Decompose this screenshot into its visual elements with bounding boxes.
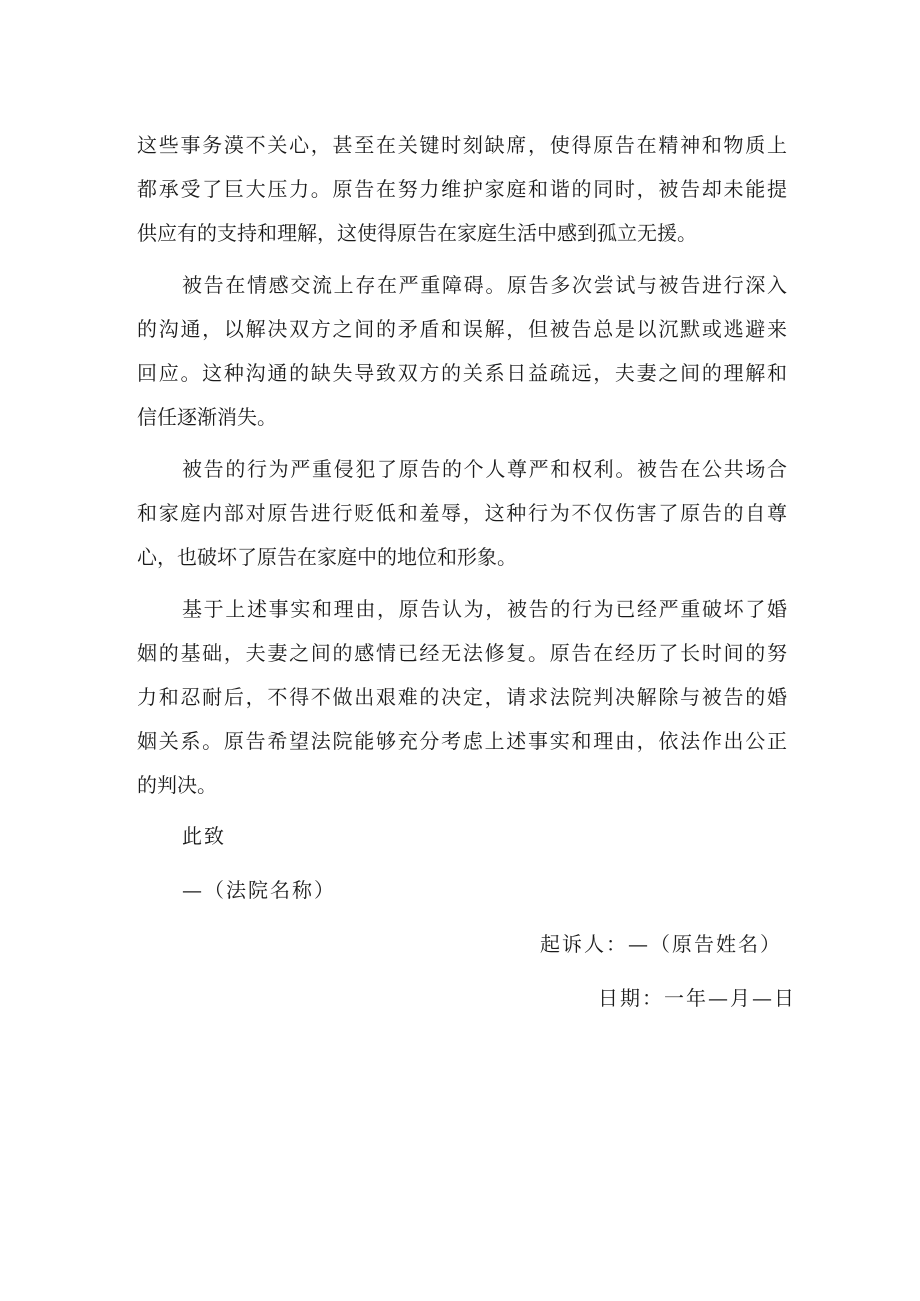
paragraph-line: 这些事务漠不关心，甚至在关键时刻缺席，使得原告在精神和物质上 xyxy=(137,133,787,157)
filing-date: 日期：一年—月—日 xyxy=(598,986,796,1010)
paragraph-line: 基于上述事实和理由，原告认为，被告的行为已经严重破坏了婚 xyxy=(182,597,787,621)
paragraph-line: 信任逐渐消失。 xyxy=(137,405,277,429)
paragraph-line: 被告在情感交流上存在严重障碍。原告多次尝试与被告进行深入 xyxy=(182,273,787,297)
court-name: —（法院名称） xyxy=(182,878,336,902)
paragraph-line: 被告的行为严重侵犯了原告的个人尊严和权利。被告在公共场合 xyxy=(182,457,787,481)
plaintiff-signature: 起诉人：—（原告姓名） xyxy=(540,932,782,956)
paragraph-line: 供应有的支持和理解，这使得原告在家庭生活中感到孤立无援。 xyxy=(137,221,697,245)
paragraph-line: 姻的基础，夫妻之间的感情已经无法修复。原告在经历了长时间的努 xyxy=(137,641,787,665)
paragraph-line: 都承受了巨大压力。原告在努力维护家庭和谐的同时，被告却未能提 xyxy=(137,177,787,201)
closing-salutation: 此致 xyxy=(182,824,226,848)
paragraph-line: 的判决。 xyxy=(137,773,217,797)
paragraph-line: 心，也破坏了原告在家庭中的地位和形象。 xyxy=(137,545,517,569)
paragraph-line: 的沟通，以解决双方之间的矛盾和误解，但被告总是以沉默或逃避来 xyxy=(137,317,787,341)
paragraph-line: 力和忍耐后，不得不做出艰难的决定，请求法院判决解除与被告的婚 xyxy=(137,685,787,709)
paragraph-line: 和家庭内部对原告进行贬低和羞辱，这种行为不仅伤害了原告的自尊 xyxy=(137,501,787,525)
paragraph-line: 姻关系。原告希望法院能够充分考虑上述事实和理由，依法作出公正 xyxy=(137,729,787,753)
paragraph-line: 回应。这种沟通的缺失导致双方的关系日益疏远，夫妻之间的理解和 xyxy=(137,361,787,385)
